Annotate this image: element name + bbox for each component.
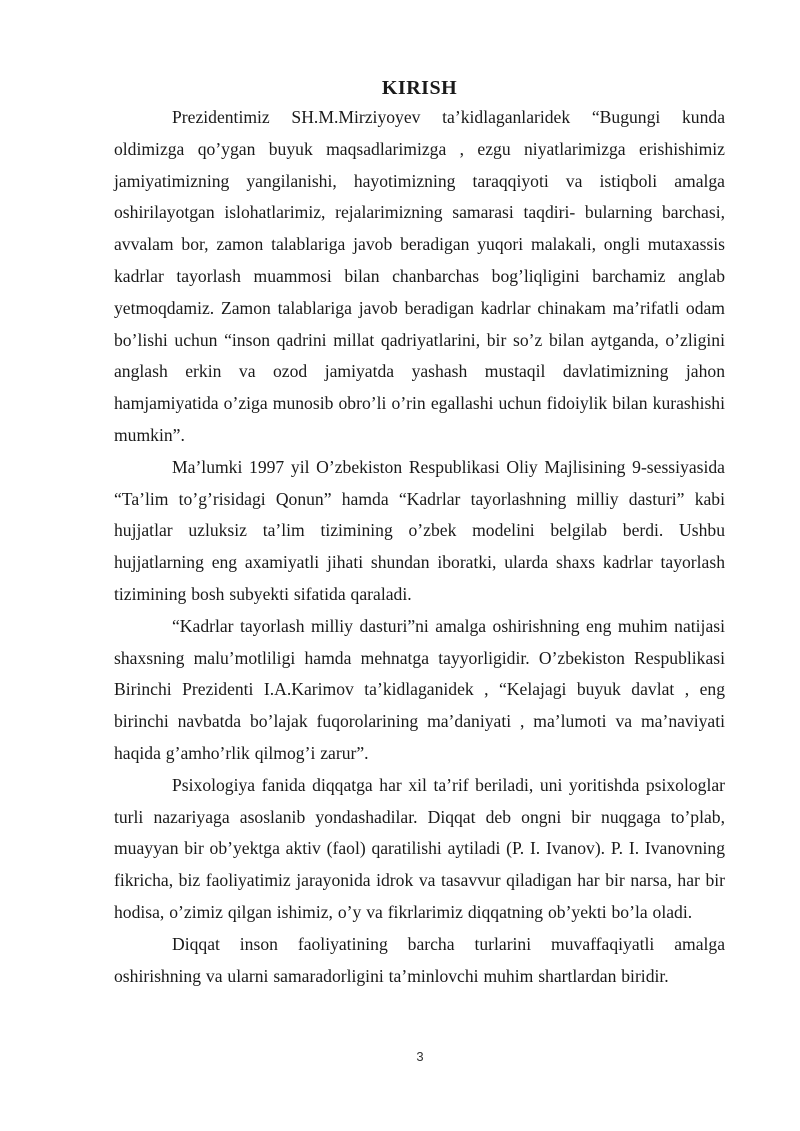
paragraph-2: Ma’lumki 1997 yil O’zbekiston Respublikasi Oliy Majlisining 9-sessiyasida “Ta’lim to’g’risidagi Qonun” hamda “Kadrlar tayorlashning milliy dasturi” kabi hujjatlar uzluksiz ta’lim tizimining o’zbek modelini belgilab berdi. Ushbu hujjatlarning eng axamiyatli jihati shundan iboratki, ularda shaxs kadrlar tayorlash tizimining bosh subyekti sifatida qaraladi. — [114, 456, 725, 604]
document-page — [114, 74, 725, 992]
paragraph-5: Diqqat inson faoliyatining barcha turlarini muvaffaqiyatli amalga oshirishning va ularni samaradorligini ta’minlovchi muhim shartlardan biridir. — [114, 933, 725, 986]
paragraph-1: Prezidentimiz SH.M.Mirziyoyev ta’kidlaganlaridek “Bugungi kunda oldimizga qo’ygan buyuk maqsadlarimizga , ezgu niyatlarimizga erishishimiz jamiyatimizning yangilanishi, hayotimizning taraqqiyoti va istiqboli amalga oshirilayotgan islohatlarimiz, rejalarimizning samarasi taqdiri- bularning barchasi, avvalam bor, zamon talablariga javob beradigan yuqori malakali, ongli mutaxassis kadrlar tayorlash muammosi bilan chanbarchas bog’liqligini barchamiz anglab yetmoqdamiz. Zamon talablariga javob beradigan kadrlar chinakam ma’rifatli odam bo’lishi uchun “inson qadrini millat qadriyatlarini, bir so’z bilan aytganda, o’zligini anglash erkin va ozod jamiyatda yashash mustaqil davlatimizning jahon hamjamiyatida o’ziga munosib obro’li o’rin egallashi uchun fidoiylik bilan kurashishi mumkin”. — [114, 107, 725, 445]
paragraph-4: Psixologiya fanida diqqatga har xil ta’rif beriladi, uni yoritishda psixologlar turli nazariyaga asoslanib yondashadilar. Diqqat deb ongni bir nuqgaga to’plab, muayyan bir ob’yektga aktiv (faol) qaratilishi aytiladi (P. I. Ivanov). P. I. Ivanovning fikricha, biz faoliyatimiz jarayonida idrok va tasavvur qiladigan har bir narsa, har bir hodisa, o’zimiz qilgan ishimiz, o’y va fikrlarimiz diqqatning ob’yekti bo’la oladi. — [114, 774, 725, 922]
page-title: KIRISH — [381, 77, 458, 99]
page-number: 3 — [416, 1049, 424, 1064]
paragraph-3: “Kadrlar tayorlash milliy dasturi”ni amalga oshirishning eng muhim natijasi shaxsning malu’motliligi hamda mehnatga tayyorligidir. O’zbekiston Respublikasi Birinchi Prezidenti I.A.Karimov ta’kidlaganidek , “Kelajagi buyuk davlat , eng birinchi navbatda bo’lajak fuqorolarining ma’daniyati , ma’lumoti va ma’naviyati haqida g’amho’rlik qilmog’i zarur”. — [114, 615, 725, 763]
